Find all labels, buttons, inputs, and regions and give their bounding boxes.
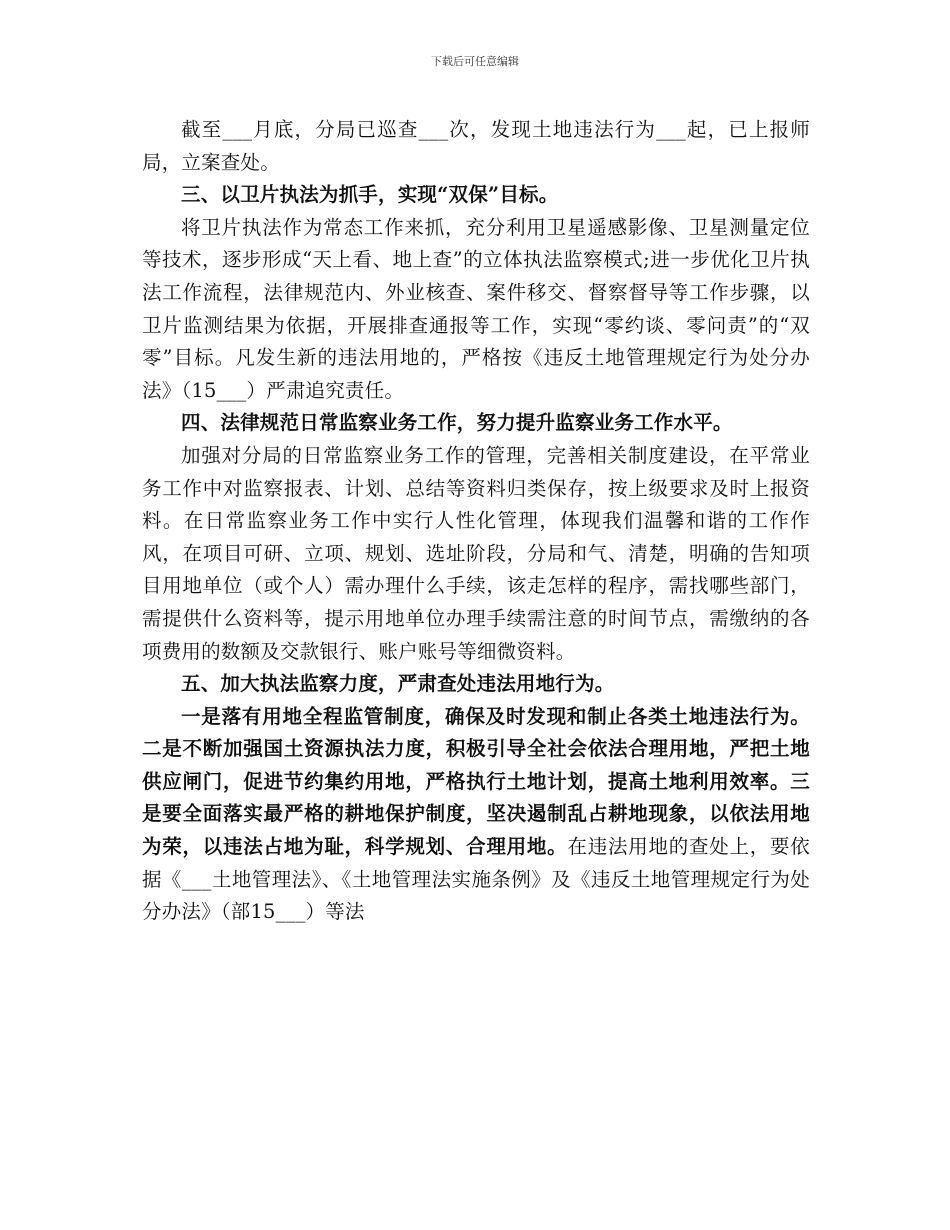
paragraph-patrol-summary: 截至___月底，分局已巡查___次，发现土地违法行为___起，已上报师局，立案查处。 bbox=[142, 118, 810, 174]
page-header: 下载后可任意编辑 bbox=[431, 55, 519, 68]
document-body bbox=[142, 114, 810, 929]
heading-section-3: 三、以卫片执法为抓手，实现“双保”目标。 bbox=[181, 183, 559, 207]
heading-section-4: 四、法律规范日常监察业务工作，努力提升监察业务工作水平。 bbox=[181, 411, 733, 435]
paragraph-bold-lead: 一是落有用地全程监管制度，确保及时发现和制止各类土地违法行为。二是不断加强国土资源执法力度，积极引导全社会依法合理用地，严把土地供应闸门，促进节约集约用地，严格执行土地计划，提高土地利用效率。三是要全面落实最严格的耕地保护制度，坚决遏制乱占耕地现象，以依法用地为荣，以违法占地为耻，科学规划、合理用地。 bbox=[142, 704, 810, 859]
paragraph-daily-supervision: 加强对分局的日常监察业务工作的管理，完善相关制度建设，在平常业务工作中对监察报表、计划、总结等资料归类保存，按上级要求及时上报资料。在日常监察业务工作中实行人性化管理，体现我们温馨和谐的工作作风，在项目可研、立项、规划、选址阶段，分局和气、清楚，明确的告知项目用地单位（或个人）需办理什么手续，该走怎样的程序，需找哪些部门，需提供什么资料等，提示用地单位办理手续需注意的时间节点，需缴纳的各项费用的数额及交款银行、账户账号等细微资料。 bbox=[142, 443, 810, 663]
paragraph-enforcement-measures bbox=[142, 701, 810, 929]
heading-section-5: 五、加大执法监察力度，严肃查处违法用地行为。 bbox=[181, 672, 615, 696]
paragraph-continuation: 在违法用地的查处上，要依据《___土地管理法》、《土地管理法实施条例》及《违反土地管理规定行为处分办法》（部15___）等法 bbox=[142, 835, 811, 924]
paragraph-satellite-enforcement: 将卫片执法作为常态工作来抓，充分利用卫星遥感影像、卫星测量定位等技术，逐步形成“天上看、地上查”的立体执法监察模式;进一步优化卫片执法工作流程，法律规范内、外业核查、案件移交、督察督导等工作步骤，以卫片监测结果为依据，开展排查通报等工作，实现“零约谈、零问责”的“双零”目标。凡发生新的违法用地的，严格按《违反土地管理规定行为处分办法》（15___）严肃追究责任。 bbox=[142, 215, 810, 402]
